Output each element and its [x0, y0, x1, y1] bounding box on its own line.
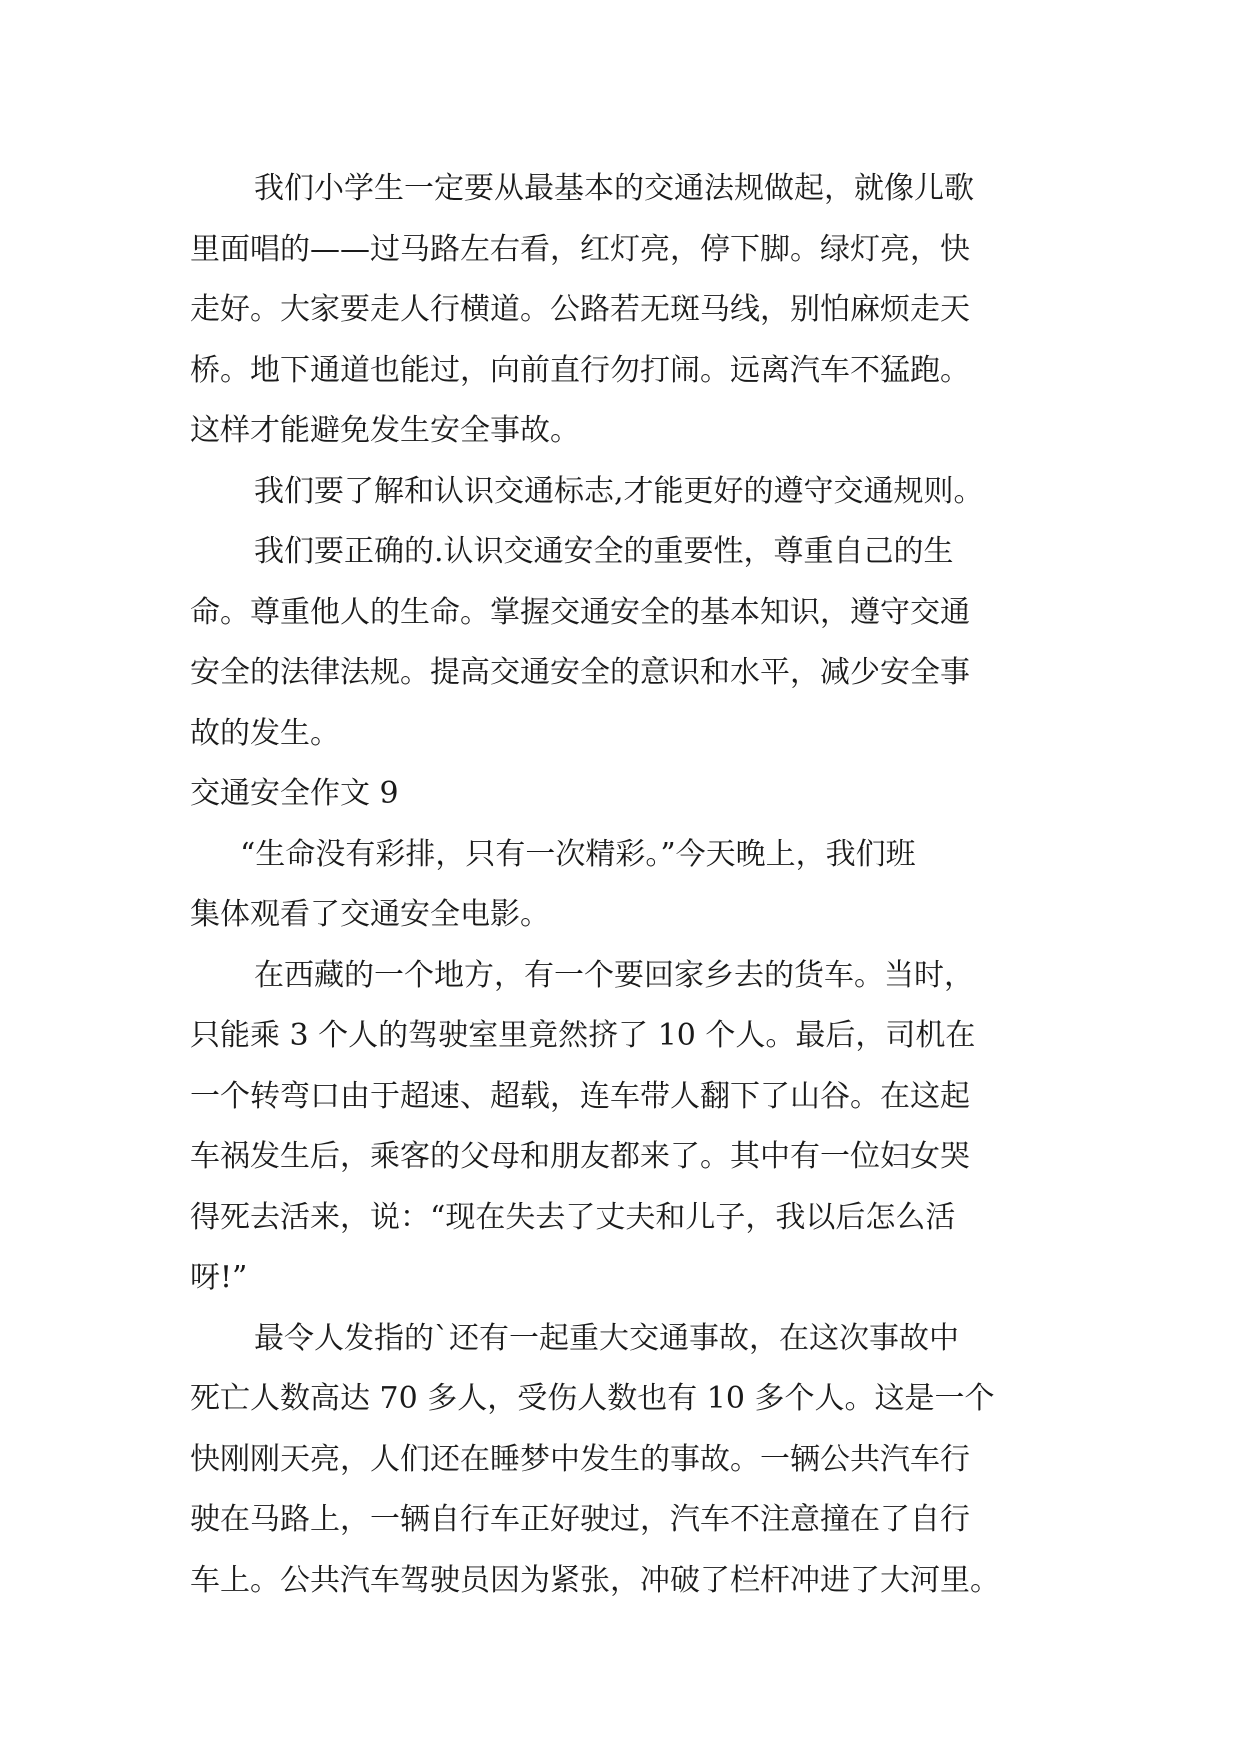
paragraph-line: 在西藏的一个地方，有一个要回家乡去的货车。当时， [254, 957, 974, 993]
paragraph-line: 故的发生。 [190, 715, 340, 751]
paragraph-line: 车祸发生后，乘客的父母和朋友都来了。其中有一位妇女哭 [190, 1139, 970, 1174]
paragraph-line: 桥。地下通道也能过，向前直行勿打闹。远离汽车不猛跑。 [190, 352, 970, 388]
section-heading: 交通安全作文 9 [190, 776, 399, 811]
paragraph-line: 车上。公共汽车驾驶员因为紧张，冲破了栏杆冲进了大河里。 [190, 1562, 1000, 1598]
paragraph-line: 驶在马路上，一辆自行车正好驶过，汽车不注意撞在了自行 [190, 1502, 970, 1537]
paragraph-line: 走好。大家要走人行横道。公路若无斑马线，别怕麻烦走天 [190, 292, 970, 327]
paragraph-line: 得死去活来，说：“现在失去了丈夫和儿子，我以后怎么活 [190, 1199, 956, 1235]
paragraph-line: 呀!” [190, 1260, 248, 1295]
paragraph-line: 我们小学生一定要从最基本的交通法规做起，就像儿歌 [254, 171, 974, 206]
paragraph-line: 集体观看了交通安全电影。 [190, 897, 550, 932]
paragraph-line: 死亡人数高达 70 多人，受伤人数也有 10 多个人。这是一个 [190, 1381, 995, 1416]
paragraph-line: 这样才能避免发生安全事故。 [190, 413, 580, 448]
paragraph-line: 我们要正确的.认识交通安全的重要性，尊重自己的生 [254, 534, 954, 569]
paragraph-line: 快刚刚天亮，人们还在睡梦中发生的事故。一辆公共汽车行 [190, 1441, 970, 1477]
paragraph-line: 命。尊重他人的生命。掌握交通安全的基本知识，遵守交通 [190, 594, 970, 630]
paragraph-line: 安全的法律法规。提高交通安全的意识和水平，减少安全事 [190, 655, 970, 690]
paragraph-line: 最令人发指的`还有一起重大交通事故，在这次事故中 [254, 1320, 959, 1356]
paragraph-line: 一个转弯口由于超速、超载，连车带人翻下了山谷。在这起 [190, 1078, 970, 1114]
paragraph-line: 里面唱的——过马路左右看，红灯亮，停下脚。绿灯亮，快 [190, 231, 970, 267]
paragraph-line: “生命没有彩排，只有一次精彩。”今天晚上，我们班 [240, 836, 916, 872]
paragraph-line: 我们要了解和认识交通标志,才能更好的遵守交通规则。 [254, 473, 984, 509]
document-body [190, 159, 1070, 1611]
paragraph-line: 只能乘 3 个人的驾驶室里竟然挤了 10 个人。最后，司机在 [190, 1018, 976, 1053]
